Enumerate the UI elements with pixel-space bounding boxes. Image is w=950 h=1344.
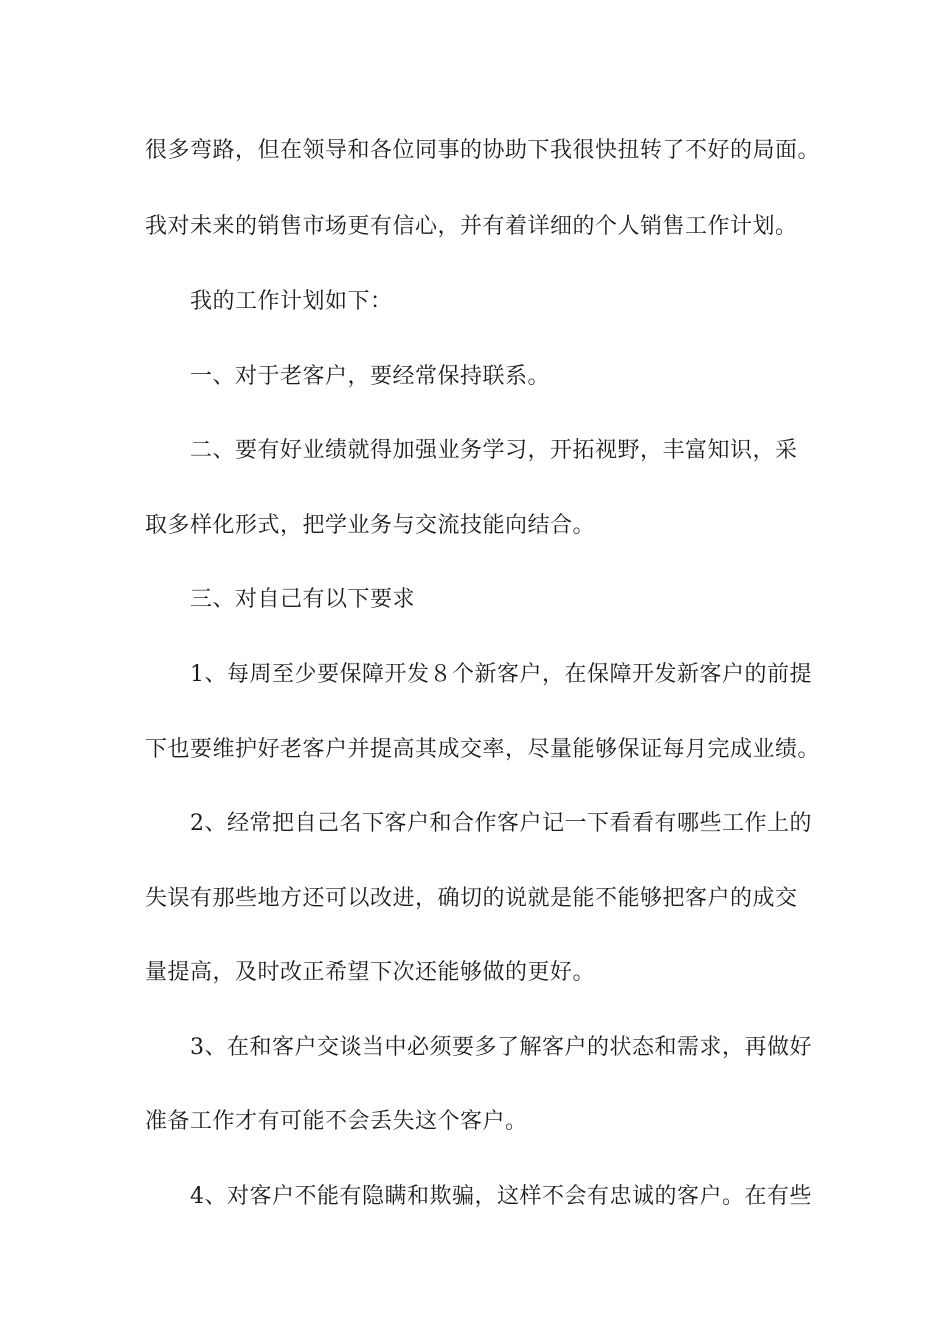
text-line: 3、在和客户交谈当中必须要多了解客户的状态和需求，再做好 — [190, 1035, 812, 1060]
text-line: 量提高，及时改正希望下次还能够做的更好。 — [145, 960, 596, 985]
text-line: 1、每周至少要保障开发８个新客户，在保障开发新客户的前提 — [190, 662, 812, 687]
text-line: 下也要维护好老客户并提高其成交率，尽量能够保证每月完成业绩。 — [145, 737, 821, 762]
text-line: 取多样化形式，把学业务与交流技能向结合。 — [145, 513, 596, 538]
text-line: 一、对于老客户，要经常保持联系。 — [190, 364, 551, 389]
text-line: 三、对自己有以下要求 — [190, 587, 416, 612]
text-line: 4、对客户不能有隐瞒和欺骗，这样不会有忠诚的客户。在有些 — [190, 1184, 812, 1209]
text-line: 准备工作才有可能不会丢失这个客户。 — [145, 1109, 528, 1134]
text-line: 我的工作计划如下： — [190, 289, 393, 314]
text-line: 二、要有好业绩就得加强业务学习，开拓视野，丰富知识，采 — [190, 438, 798, 463]
text-line: 2、经常把自己名下客户和合作客户记一下看看有哪些工作上的 — [190, 811, 812, 836]
text-line: 我对未来的销售市场更有信心，并有着详细的个人销售工作计划。 — [145, 214, 798, 239]
text-line: 很多弯路，但在领导和各位同事的协助下我很快扭转了不好的局面。 — [145, 138, 821, 163]
text-line: 失误有那些地方还可以改进，确切的说就是能不能够把客户的成交 — [145, 886, 798, 911]
